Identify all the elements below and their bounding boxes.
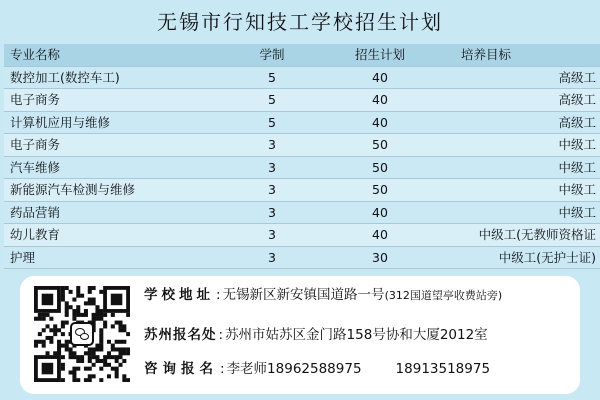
cell-quota: 50	[372, 182, 388, 197]
cell-quota: 30	[372, 249, 388, 265]
cell-major: 护理	[10, 249, 36, 265]
table-row	[4, 202, 600, 225]
table-row	[4, 247, 600, 270]
table-row	[4, 89, 600, 112]
cell-quota: 40	[372, 69, 388, 85]
cell-level: 高级工	[558, 92, 596, 107]
cell-major: 汽车维修	[10, 159, 61, 175]
suzhou-value: 苏州市姑苏区金门路158号协和大厦2012室	[225, 327, 488, 343]
consult-phone2: 18913518975	[395, 361, 491, 377]
cell-level: 高级工	[558, 114, 596, 130]
table-header-row	[4, 44, 600, 67]
cell-level: 中级工	[558, 182, 596, 197]
address-value: 无锡新区新安镇国道路一号	[222, 287, 385, 303]
cell-major: 电子商务	[10, 137, 61, 152]
cell-quota: 40	[372, 92, 388, 107]
cell-level: 中级工	[558, 159, 596, 175]
cell-level: 中级工(无护士证)	[498, 249, 596, 265]
page-title: 无锡市行知技工学校招生计划	[157, 10, 443, 34]
suzhou-line: 苏州报名处 : 苏州市姑苏区金门路158号协和大厦2012室	[144, 327, 488, 343]
qr-code[interactable]	[34, 286, 130, 382]
header-quota: 招生计划	[354, 47, 405, 62]
cell-years: 3	[268, 159, 276, 175]
table-row	[4, 179, 600, 202]
consult-label: 咨询报名	[144, 361, 218, 377]
cell-level: 中级工(无教师资格证	[478, 227, 596, 242]
table-row	[4, 134, 600, 157]
cell-major: 幼儿教育	[10, 227, 61, 242]
cell-major: 新能源汽车检测与维修	[10, 182, 136, 197]
cell-years: 5	[268, 69, 276, 85]
table-row	[4, 224, 600, 247]
header-years: 学制	[259, 47, 285, 62]
cell-years: 3	[268, 204, 276, 220]
cell-major: 药品营销	[10, 204, 61, 220]
table-row	[4, 112, 600, 135]
cell-quota: 50	[372, 137, 388, 152]
cell-years: 3	[268, 182, 276, 197]
cell-major: 数控加工(数控车工)	[10, 69, 120, 85]
cell-quota: 40	[372, 204, 388, 220]
consult-line: 咨询报名 : 李老师18962588975 18913518975	[144, 361, 491, 377]
table-row	[4, 67, 600, 90]
cell-quota: 40	[372, 114, 388, 130]
wechat-icon	[70, 322, 94, 346]
cell-level: 高级工	[558, 69, 596, 85]
suzhou-label: 苏州报名处	[144, 327, 217, 343]
header-level: 培养目标	[460, 47, 511, 62]
cell-years: 3	[268, 249, 276, 265]
address-label: 学校地址	[144, 287, 214, 303]
cell-years: 5	[268, 114, 276, 130]
cell-level: 中级工	[558, 204, 596, 220]
cell-quota: 50	[372, 159, 388, 175]
cell-level: 中级工	[558, 137, 596, 152]
header-major: 专业名称	[10, 47, 61, 62]
cell-major: 计算机应用与维修	[10, 114, 111, 130]
cell-years: 5	[268, 92, 276, 107]
contact-card	[20, 276, 580, 394]
cell-years: 3	[268, 137, 276, 152]
address-line: 学校地址 : 无锡新区新安镇国道路一号(312国道望亭收费站旁)	[144, 287, 503, 303]
enrollment-table	[4, 44, 600, 269]
cell-years: 3	[268, 227, 276, 242]
cell-quota: 40	[372, 227, 388, 242]
table-row	[4, 157, 600, 180]
address-note: (312国道望亭收费站旁)	[384, 289, 503, 302]
consult-value: 李老师18962588975	[226, 361, 362, 377]
cell-major: 电子商务	[10, 92, 61, 107]
